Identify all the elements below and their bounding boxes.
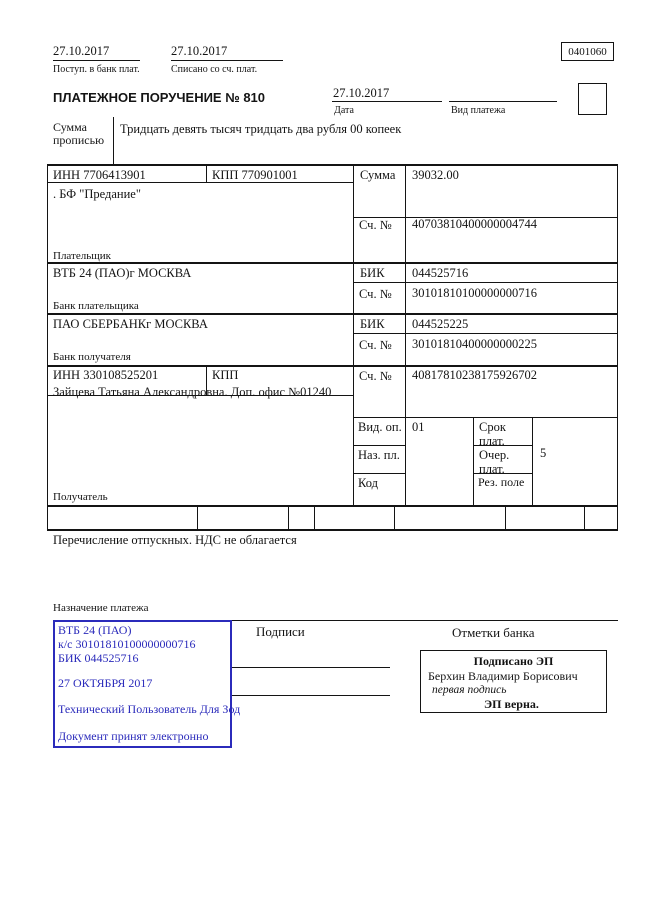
- payment-type-label: Вид платежа: [451, 105, 506, 116]
- bank-stamp-date: 27 ОКТЯБРЯ 2017: [58, 676, 153, 690]
- amount-words-label: Сумма прописью: [53, 120, 105, 148]
- payment-purpose-label: Назначение платежа: [53, 602, 149, 614]
- e-signature-name: Берхин Владимир Борисович: [428, 669, 578, 683]
- form-code-box: [561, 42, 614, 61]
- debited-date: 27.10.2017: [171, 44, 228, 58]
- received-date: 27.10.2017: [53, 44, 110, 58]
- divider-line: [473, 417, 474, 505]
- payer-section-label: Плательщик: [53, 250, 111, 262]
- payee-account-label: Сч. №: [359, 369, 392, 383]
- divider-line: [171, 60, 283, 61]
- divider-line: [532, 417, 533, 505]
- amount-words: Тридцать девять тысяч тридцать два рубля 00 копеек: [120, 122, 402, 136]
- divider-line: [53, 60, 140, 61]
- priority-value: 5: [540, 446, 547, 460]
- payer-bank-account: 30101810100000000716: [412, 286, 537, 300]
- reserve-field-label: Рез. поле: [478, 475, 525, 489]
- divider-line: [197, 505, 198, 529]
- divider-line: [47, 182, 353, 183]
- payer-account: 40703810400000004744: [412, 217, 537, 231]
- divider-line: [353, 445, 405, 446]
- signature-line: [232, 695, 390, 696]
- divider-line: [584, 505, 585, 529]
- table-border-left: [47, 164, 48, 529]
- divider-line: [353, 282, 618, 283]
- payer-bank-bik: 044525716: [412, 266, 469, 280]
- op-type-value: 01: [412, 420, 425, 434]
- sum-label: Сумма: [360, 168, 396, 182]
- table-border-right: [617, 164, 618, 529]
- payee-section-label: Получатель: [53, 491, 108, 503]
- divider-line: [47, 529, 618, 531]
- payee-bank-account: 30101810400000000225: [412, 337, 537, 351]
- table-border-top: [47, 164, 618, 166]
- payee-inn: ИНН 330108525201: [53, 368, 159, 382]
- payer-inn: ИНН 7706413901: [53, 168, 146, 182]
- payer-bank-account-label: Сч. №: [359, 287, 392, 301]
- purpose-code-label: Наз. пл.: [358, 448, 400, 462]
- code-label: Код: [358, 476, 378, 490]
- payment-type-box: [578, 83, 607, 115]
- document-title: ПЛАТЕЖНОЕ ПОРУЧЕНИЕ № 810: [53, 90, 266, 105]
- payee-bank-section-label: Банк получателя: [53, 351, 131, 363]
- divider-line: [353, 164, 354, 505]
- bank-stamp-bank-name: ВТБ 24 (ПАО): [58, 623, 132, 637]
- divider-line: [353, 417, 618, 418]
- bank-stamp-corr-account: к/с 30101810100000000716: [58, 637, 196, 651]
- divider-line: [353, 473, 405, 474]
- due-date-label: Срок плат.: [479, 420, 506, 448]
- form-code: 0401060: [568, 45, 607, 58]
- payee-bank-bik-label: БИК: [360, 317, 385, 331]
- payment-purpose-text: Перечисление отпускных. НДС не облагается: [53, 533, 297, 547]
- divider-line: [449, 101, 557, 102]
- payee-kpp-label: КПП: [212, 368, 239, 382]
- bank-marks-title: Отметки банка: [452, 625, 535, 640]
- payee-bank-bik: 044525225: [412, 317, 469, 331]
- bank-stamp-user: Технический Пользователь Для Зод: [58, 702, 241, 716]
- payer-name: . БФ "Предание": [53, 187, 141, 201]
- divider-line: [332, 101, 442, 102]
- table-border-bottom: [47, 505, 618, 507]
- divider-line: [113, 117, 114, 165]
- sum-value: 39032.00: [412, 168, 459, 182]
- payee-bank-name: ПАО СБЕРБАНКг МОСКВА: [53, 317, 208, 331]
- payer-kpp: КПП 770901001: [212, 168, 298, 182]
- divider-line: [353, 333, 618, 334]
- divider-line: [505, 505, 506, 529]
- divider-line: [288, 505, 289, 529]
- payer-bank-name: ВТБ 24 (ПАО)г МОСКВА: [53, 266, 192, 280]
- divider-line: [405, 164, 406, 505]
- document-date: 27.10.2017: [333, 86, 390, 100]
- divider-line: [314, 505, 315, 529]
- divider-line: [47, 365, 618, 367]
- payer-bank-bik-label: БИК: [360, 266, 385, 280]
- received-date-label: Поступ. в банк плат.: [53, 64, 140, 75]
- bank-stamp-accepted: Документ принят электронно: [58, 729, 209, 743]
- payee-account: 40817810238175926702: [412, 368, 537, 382]
- payer-bank-section-label: Банк плательщика: [53, 300, 139, 312]
- bank-stamp-bik: БИК 044525716: [58, 651, 139, 665]
- divider-line: [232, 620, 618, 621]
- e-signature-title: Подписано ЭП: [473, 654, 554, 668]
- divider-line: [47, 313, 618, 315]
- priority-label: Очер. плат.: [479, 448, 510, 476]
- e-signature-verified: ЭП верна.: [484, 697, 539, 711]
- debited-date-label: Списано со сч. плат.: [171, 64, 258, 75]
- payee-name: Зайцева Татьяна Александровна. Доп. офис №01240: [53, 385, 332, 399]
- divider-line: [206, 165, 207, 182]
- signature-line: [232, 667, 390, 668]
- payer-account-label: Сч. №: [359, 218, 392, 232]
- divider-line: [47, 262, 618, 264]
- signatures-title: Подписи: [256, 624, 305, 639]
- divider-line: [394, 505, 395, 529]
- payee-bank-account-label: Сч. №: [359, 338, 392, 352]
- e-signature-subtitle: первая подпись: [432, 684, 507, 696]
- op-type-label: Вид. оп.: [358, 420, 402, 434]
- date-label: Дата: [334, 105, 354, 116]
